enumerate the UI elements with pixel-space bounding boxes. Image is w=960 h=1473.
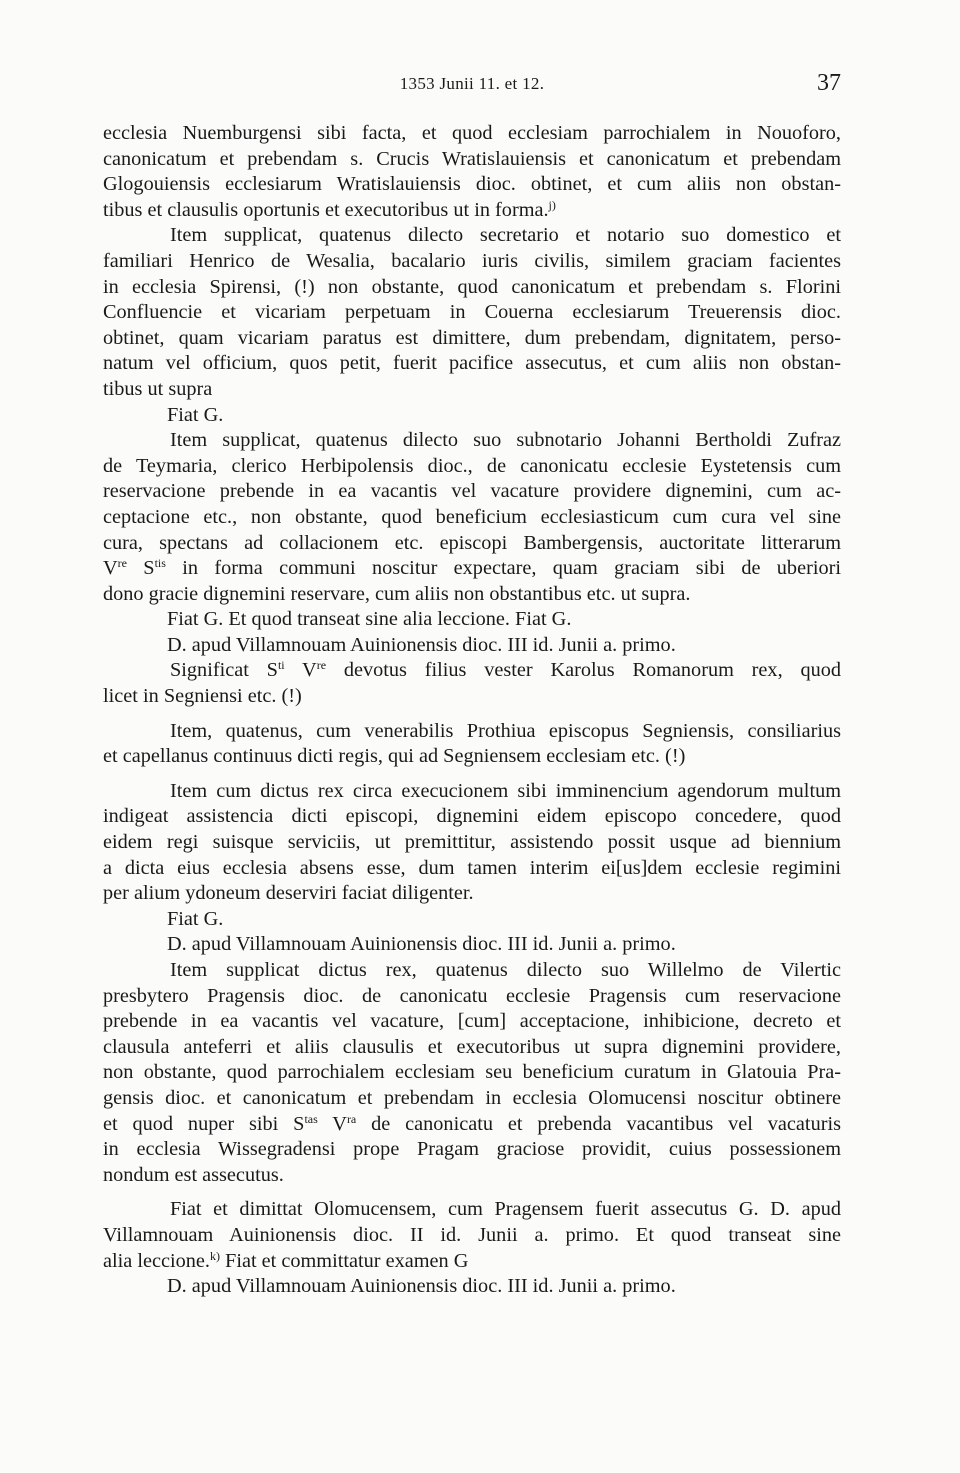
text-line [103, 1163, 841, 1189]
page-number: 37 [817, 70, 841, 96]
text-line [103, 147, 841, 173]
text-run: clausula anteferri et aliis clausulis et executoribus ut supra dignemini providere, [103, 1035, 841, 1058]
text-line [103, 121, 841, 147]
paragraph [103, 1197, 841, 1274]
text-line [103, 1223, 841, 1249]
text-run: licet in Segniensi etc. (!) [103, 685, 302, 708]
text-line [103, 1274, 841, 1300]
text-run: obtinet, quam vicariam paratus est dimittere, dum prebendam, dignitatem, perso- [103, 326, 841, 349]
text-run: Fiat et committatur examen G [219, 1249, 469, 1272]
text-run: Glogouiensis ecclesiarum Wratislauiensis dioc. obtinet, et cum aliis non obstan- [103, 173, 841, 196]
page-header [103, 70, 841, 104]
text-line [103, 351, 841, 377]
text-run: a dicta eius ecclesia absens esse, dum tamen interim ei[us]dem ecclesie regimini [103, 856, 841, 879]
paragraph [103, 719, 841, 770]
text-line [103, 326, 841, 352]
text-run: prebende in ea vacantis vel vacature, [cum] acceptacione, inhibicione, decreto et [103, 1010, 841, 1033]
text-run: Item supplicat dictus rex, quatenus dilecto suo Willelmo de Vilertic [170, 959, 841, 981]
superscript: ti [277, 658, 285, 673]
text-run: Confluencie et vicariam perpetuam in Couerna ecclesiarum Treuerensis dioc. [103, 301, 841, 324]
text-run: indigeat assistencia dicti episcopi, dignemini eidem episcopo concedere, quod [103, 805, 841, 828]
text-run: gensis dioc. et canonicatum et prebendam in ecclesia Olomucensi noscitur obtinere [103, 1086, 841, 1109]
paragraph [103, 428, 841, 607]
text-run: alia leccione. [103, 1249, 210, 1272]
formula-line [103, 403, 841, 429]
text-run: D. apud Villamnouam Auinionensis dioc. III id. Junii a. primo. [167, 933, 676, 956]
text-line [103, 300, 841, 326]
text-run: Item supplicat, quatenus dilecto suo subnotario Johanni Bertholdi Zufraz [170, 429, 841, 452]
text-line [103, 505, 841, 531]
text-line [103, 556, 841, 582]
text-line [103, 684, 841, 710]
text-line [103, 377, 841, 403]
paragraph-gap [103, 770, 841, 779]
text-line [103, 1197, 841, 1223]
text-line [103, 1035, 841, 1061]
text-run: eidem regi suisque serviciis, ut premittitur, assistendo possit usque ad biennium [103, 831, 841, 854]
text-line [103, 607, 841, 633]
text-run: de canonicatu et prebenda vacantibus vel vacaturis [356, 1112, 841, 1135]
text-run: ecclesia Nuemburgensi sibi facta, et quod ecclesiam parrochialem in Nouoforo, [103, 122, 841, 144]
text-line [103, 454, 841, 480]
text-line [103, 582, 841, 608]
footnote-marker: k) [209, 1248, 220, 1263]
superscript: ra [346, 1111, 357, 1126]
text-line [103, 275, 841, 301]
text-run: Fiat G. Et quod transeat sine alia leccione. Fiat G. [167, 608, 572, 631]
text-run: V [317, 1112, 347, 1135]
text-run: D. apud Villamnouam Auinionensis dioc. III id. Junii a. primo. [167, 1275, 676, 1298]
text-line [103, 633, 841, 659]
text-run: ceptacione etc., non obstante, quod beneficium ecclesiasticum cum cura vel sine [103, 505, 841, 528]
formula-line [103, 932, 841, 958]
text-run: in ecclesia Spirensi, (!) non obstante, quod canonicatum et prebendam s. Florini [103, 275, 841, 298]
paragraph-gap [103, 1188, 841, 1197]
text-run: de Teymaria, clerico Herbipolensis dioc., de canonicatu ecclesie Eystetensis cum [103, 454, 841, 477]
paragraph [103, 658, 841, 709]
text-line [103, 172, 841, 198]
text-line [103, 428, 841, 454]
text-run: devotus filius vester Karolus Romanorum rex, quod [326, 659, 842, 682]
text-run: in forma communi noscitur expectare, quam graciam sibi de uberiori [165, 557, 841, 580]
superscript: tis [154, 556, 166, 571]
text-line [103, 830, 841, 856]
text-line [103, 907, 841, 933]
text-run: Significat S [170, 659, 278, 682]
text-line [103, 1249, 841, 1275]
text-run: non obstante, quod parrochialem ecclesiam seu beneficium curatum in Glatouia Pra- [103, 1061, 841, 1084]
text-run: V [284, 659, 317, 682]
superscript: tas [304, 1111, 318, 1126]
text-run: Fiat G. [167, 907, 224, 930]
paragraph [103, 223, 841, 402]
formula-line [103, 607, 841, 633]
text-run: et quod nuper sibi S [103, 1112, 305, 1135]
text-line [103, 223, 841, 249]
text-run: familiari Henrico de Wesalia, bacalario iuris civilis, similem graciam facientes [103, 249, 841, 272]
text-line [103, 658, 841, 684]
text-run: D. apud Villamnouam Auinionensis dioc. III id. Junii a. primo. [167, 633, 676, 656]
text-line [103, 744, 841, 770]
document-body [103, 121, 841, 1300]
text-run: in ecclesia Wissegradensi prope Pragam graciose providit, cuius possessionem [103, 1138, 841, 1161]
paragraph [103, 121, 841, 223]
text-line [103, 984, 841, 1010]
text-line [103, 249, 841, 275]
text-line [103, 804, 841, 830]
text-line [103, 1112, 841, 1138]
text-line [103, 1060, 841, 1086]
text-run: nondum est assecutus. [103, 1163, 284, 1186]
text-line [103, 531, 841, 557]
running-head: 1353 Junii 11. et 12. [399, 74, 545, 93]
text-line [103, 932, 841, 958]
formula-line [103, 907, 841, 933]
text-run: tibus ut supra [103, 377, 213, 400]
text-line [103, 1137, 841, 1163]
text-line [103, 403, 841, 429]
text-line [103, 1009, 841, 1035]
text-run: cura, spectans ad collacionem etc. episcopi Bambergensis, auctoritate litterarum [103, 531, 841, 554]
paragraph-gap [103, 710, 841, 719]
paragraph [103, 958, 841, 1188]
superscript: re [117, 556, 127, 571]
text-line [103, 719, 841, 745]
text-run: dono gracie dignemini reservare, cum aliis non obstantibus etc. ut supra. [103, 582, 691, 605]
formula-line [103, 633, 841, 659]
text-run: S [126, 557, 155, 580]
text-run: reservacione prebende in ea vacantis vel vacature providere dignemini, cum ac- [103, 480, 841, 503]
text-run: Item cum dictus rex circa execucionem sibi imminencium agendorum multum [170, 779, 841, 802]
text-line [103, 1086, 841, 1112]
text-run: per alium ydoneum deserviri faciat diligenter. [103, 882, 474, 905]
text-line [103, 881, 841, 907]
formula-line [103, 1274, 841, 1300]
text-line [103, 198, 841, 224]
text-run: canonicatum et prebendam s. Crucis Wratislauiensis et canonicatum et prebendam [103, 147, 841, 170]
text-run: Fiat et dimittat Olomucensem, cum Pragensem fuerit assecutus G. D. apud [170, 1198, 841, 1221]
text-run: V [103, 557, 118, 580]
text-run: et capellanus continuus dicti regis, qui ad Segniensem ecclesiam etc. (!) [103, 745, 686, 768]
text-run: natum vel officium, quos petit, fuerit pacifice assecutus, et cum aliis non obstan- [103, 352, 841, 375]
text-run: Fiat G. [167, 403, 224, 426]
text-run: tibus et clausulis oportunis et executoribus ut in forma. [103, 198, 549, 221]
text-run: Item, quatenus, cum venerabilis Prothiua episcopus Segniensis, consiliarius [170, 719, 841, 742]
text-line [103, 479, 841, 505]
footnote-marker: j) [548, 197, 556, 212]
paragraph [103, 779, 841, 907]
text-run: Villamnouam Auinionensis dioc. II id. Junii a. primo. Et quod transeat sine [103, 1223, 841, 1246]
text-line [103, 779, 841, 805]
text-line [103, 958, 841, 984]
text-run: Item supplicat, quatenus dilecto secretario et notario suo domestico et [170, 224, 841, 247]
text-line [103, 856, 841, 882]
superscript: re [316, 658, 327, 673]
text-run: presbytero Pragensis dioc. de canonicatu ecclesie Pragensis cum reservacione [103, 984, 841, 1007]
